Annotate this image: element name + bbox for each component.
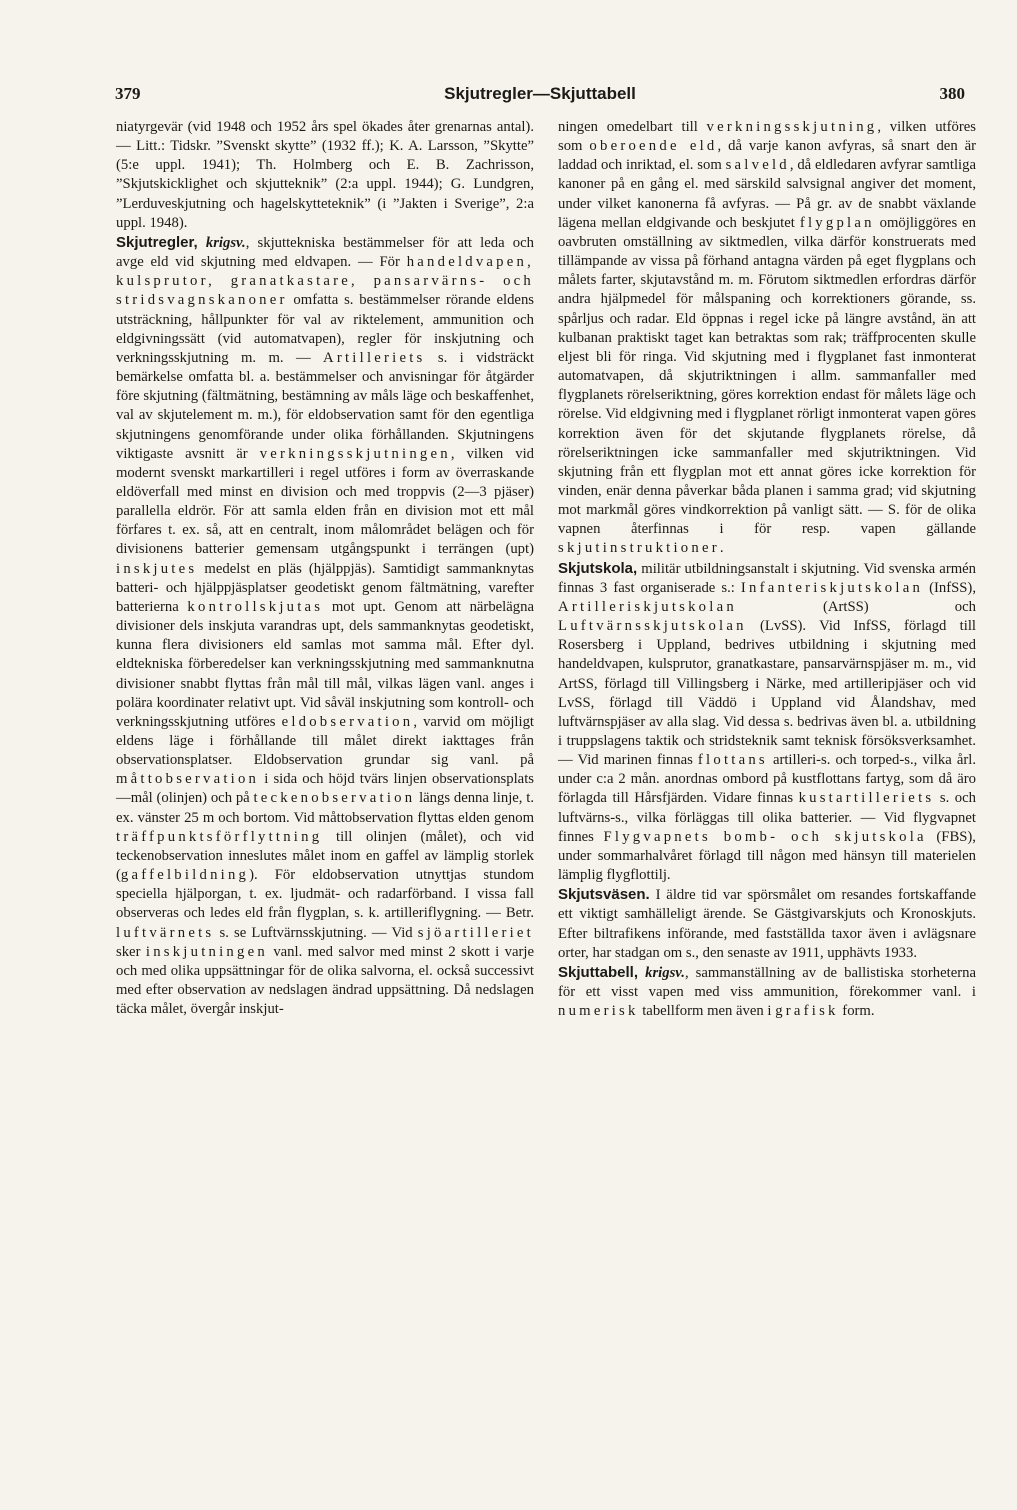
spaced-term: Luftvärnsskjutskolan bbox=[558, 618, 747, 635]
spaced-term: teckenobservation bbox=[253, 790, 416, 807]
text-run: s. i vidsträckt bemärkelse omfatta bl. a. bestämmelser och anvisningar för åtgärder före skjutning (fältmätning, bestämning av måls läge och beskaffenhet, val av skjutelement m. m.), för eldobservation samt för den egentliga skjutningens genomförande under olika förhållanden. Skjutningens viktigaste avsnitt är bbox=[116, 349, 535, 462]
text-run: omfatta s. bestämmelser rörande eldens utsträckning, hållpunkter för val av riktelement, ammunition och eldgivningssätt (vid automatvapen), regler för inskjutning och verkningsskjutning m. m. — bbox=[116, 292, 534, 366]
text-run: till olinjen (målet), och vid teckenobservation inneslutes målet inom en gaffel av lämplig storlek ( bbox=[116, 828, 534, 884]
text-run: (ArtSS) och bbox=[736, 598, 976, 615]
spaced-term: verkningsskjutning bbox=[706, 119, 878, 135]
spaced-term: Infanteriskjutskolan bbox=[740, 579, 924, 596]
spaced-term: verkningsskjutningen bbox=[259, 445, 451, 462]
spaced-term: eldobservation bbox=[281, 713, 414, 730]
spaced-term: Flygvapnets bomb- och skjutskola bbox=[603, 828, 927, 845]
spaced-term: flygplan bbox=[799, 214, 875, 231]
page-number-left: 379 bbox=[115, 84, 141, 103]
text-run: längs denna linje, t. ex. vänster 25 m och bortom. Vid måttobservation flyttas elden genom bbox=[116, 790, 534, 826]
text-run: , då varje kanon avfyras, så snart den är laddad och inriktad, el. som bbox=[558, 138, 977, 174]
spaced-term: oberoende eld bbox=[589, 138, 718, 155]
spaced-term: kontrollskjutas bbox=[187, 598, 324, 615]
text-run: , sammanställning av de ballistiska storheterna för ett visst vapen med viss ammunition, förekommer vanl. i bbox=[558, 964, 976, 1001]
spaced-term: inskjutes bbox=[116, 560, 198, 577]
spaced-term: inskjutningen bbox=[145, 943, 268, 960]
text-run: (LvSS). Vid InfSS, förlagd till Rosersberg i Uppland, bedrives utbildning i skjutning med handeldvapen, kulsprutor, granatkastare, pansarvärnspjäser m. m., vid ArtSS, förlagd till Villingsberg i Närke, med artilleripjäser och vid LvSS, förlagd till Väddö i Uppland vid Ålandshav, med luftvärnspjäser av alla slag. Vid dessa s. bedrivas även bl. a. utbildning i truppslagens taktik och stridsteknik samt teknisk försöksverksamhet. — Vid marinen finnas bbox=[558, 618, 976, 769]
text-run: i sida och höjd tvärs linjen observationsplats—mål (olinjen) och på bbox=[116, 771, 534, 807]
headword: Skjuttabell, bbox=[558, 963, 639, 981]
entry-skjutregler bbox=[116, 233, 534, 1019]
spaced-term: gaffelbildning bbox=[120, 867, 250, 884]
text-run: , vilken utföres som bbox=[558, 119, 976, 155]
text-run: , varvid om möjligt eldens läge i förhållande till målet direkt iakttages från observationsplatser. Eldobservation grundar sig vanl. på bbox=[116, 713, 534, 769]
paragraph-continued bbox=[558, 118, 976, 559]
text-run: . bbox=[719, 540, 724, 557]
field-abbreviation: krigsv. bbox=[205, 234, 246, 251]
text-run: militär utbildningsanstalt i skjutning. Vid svenska armén finnas 3 fast organiserade s.: bbox=[558, 560, 976, 596]
headword: Skjutsväsen. bbox=[558, 886, 650, 904]
text-run: mot upt. Genom att närbelägna divisioner dels inskjuta varandras upt, dels sammanknytas geodetiskt, kunna flera divisioners eld samlas mot samma mål. Efter dyl. eldtekniska förberedelser kan verkningsskjutning med sammanknutna divisioner snabbt flyttas från mål till mål, vilkas lägen vanl. anges i polära koordinater relativt upt. Vid såväl inskjutning som kontroll- och verkningsskjutning utföres bbox=[116, 598, 534, 730]
spaced-term: salveld bbox=[725, 157, 790, 174]
text-run: ). För eldobservation utnyttjas stundom speciella hjälporgan, t. ex. ljudmät- och radarförband. I vissa fall observeras och ledes eld från flygplan, s. k. artilleriflygning. — Betr. bbox=[116, 867, 534, 922]
text-run: (FBS), under sommarhalvåret förlagd till någon med hänsyn till materielen lämplig flygflottilj. bbox=[558, 828, 976, 884]
spaced-term: luftvärnets bbox=[116, 924, 215, 941]
spaced-term: Artilleriskjutskolan bbox=[558, 598, 737, 615]
text-run: omöjliggöres en oavbruten omställning av siktmedlen, vilka därför konstruerats med tillämpande av vissa på förhand antagna värden på eget flygplans och målets farter, skjutavstånd m. m. Förutom siktmedlen erfordras därför andra hjälpmedel för målspaning och korrektioners görande, ss. spårljus och radar. Eld öppnas i regel icke på längre avstånd, än att kulbanan praktiskt taget kan betraktas som rak; träffprocenten skulle eljest bli för ringa. Vid skjutning med i flygplanet fast inmonterat automatvapen, då skjutriktningen i allm. sammanfaller med flygplanets rörelseriktning, göres korrektion endast för målets läge och rörelse. Vid eldgivning med i flygplanet rörligt inmonterat vapen göres korrektion även för det skjutande flygplanets rörelse, då rörelseriktningen icke sammanfaller med skjutriktningen. Vid skjutning från ett flygplan mot ett annat göres icke korrektion för vinden, enär denna påverkar båda planen i samma grad; vid skjutning mot markmål göres vindkorrektion på vanligt sätt. — S. för de olika vapnen återfinnas i för resp. vapen gällande bbox=[558, 214, 976, 538]
text-run: ningen omedelbart till bbox=[558, 119, 707, 135]
paragraph-continued: niatyrgevär (vid 1948 och 1952 års spel ökades åter grenarnas antal). — Litt.: Tidskr. ”Svenskt skytte” (1932 ff.); K. A. Larsson, ”Skytte” (5:e uppl. 1941); Th. Holmberg och E. B. Zachrisson, ”Skjutskicklighet och skjutteknik” (2:a uppl. 1944); G. Lundgren, ”Lerduveskjutning och hagelskytteteknik” (i ”Jakten i Sverige”, 2:a uppl. 1948). bbox=[116, 119, 534, 231]
running-title: Skjutregler—Skjuttabell bbox=[444, 84, 636, 103]
page-header bbox=[115, 84, 965, 110]
spaced-term: handeldvapen, kulsprutor, granatkastare, pansarvärns- och stridsvagnskanoner bbox=[116, 254, 534, 309]
spaced-term: grafisk bbox=[775, 1003, 839, 1020]
entry-skjuttabell bbox=[558, 963, 976, 1021]
text-run: (InfSS), bbox=[923, 579, 976, 596]
text-run: medelst en pläs (hjälppjäs). Samtidigt sammanknytas batteri- och hjälppjäsplatser geodetiskt genom fältmätning, varefter batterierna bbox=[116, 560, 534, 615]
headword: Skjutregler, bbox=[116, 233, 198, 251]
field-abbreviation: krigsv. bbox=[645, 964, 685, 981]
text-run: s. se Luftvärnsskjutning. — Vid bbox=[214, 924, 418, 941]
text-run: sker bbox=[116, 943, 146, 960]
text-run: form. bbox=[838, 1003, 875, 1020]
spaced-term: måttobservation bbox=[116, 771, 260, 788]
text-run: s. och luftvärns-s., vilka förläggas till olika batterier. — Vid flygvapnet finnes bbox=[558, 790, 976, 845]
entry-skjutsvasen bbox=[558, 885, 976, 963]
text-run: , vilken vid modernt svenskt markartilleri i regel utföres i form av överraskande eldöverfall med minst en division och med troppvis (2—3 pjäser) parallella eldrör. För att samla elden från en division mot ett mål förfares t. ex. så, att en centralt, inom målområdet belägen och för divisionens batterier gemensam utgångspunkt i terrängen (upt) bbox=[116, 445, 534, 558]
text-run: I äldre tid var spörsmålet om resandes fortskaffande ett viktigt samhälleligt ärende. Se Gästgivarskjuts och Kronoskjuts. Efter biltrafikens införande, med fastställda taxor även i avlägsnare orter, har stadgan om s., den senaste av 1911, upphävts 1933. bbox=[558, 887, 976, 961]
entry-skjutskola bbox=[558, 559, 976, 886]
spaced-term: kustartilleriets bbox=[798, 790, 935, 807]
text-run: artilleri-s. och torped-s., vilka årl. under c:a 2 mån. anordnas ombord på kustflottans fartyg, som då äro förlagda till Hårsfjärden. Vidare finnas bbox=[558, 752, 976, 807]
spaced-term: sjöartilleriet bbox=[417, 924, 534, 941]
spaced-term: flottans bbox=[697, 752, 768, 769]
spaced-term: träffpunktsförflyttning bbox=[116, 828, 323, 845]
text-run: , skjuttekniska bestämmelser för att leda och avge eld vid skjutning med eldvapen. — För bbox=[116, 234, 534, 271]
spaced-term: Artilleriets bbox=[323, 349, 426, 366]
spaced-term: numerisk bbox=[558, 1003, 639, 1020]
left-column bbox=[116, 118, 534, 1019]
page-number-right: 380 bbox=[939, 84, 965, 103]
text-run: , då eldledaren avfyrar samtliga kanoner på en gång el. med särskild salvsignal angiver det moment, under vilket kanonerna få avfyras. — På gr. av de snabbt växlande lägena mellan eldgivande och beskjutet bbox=[558, 157, 976, 231]
text-run: tabellform men även i bbox=[638, 1003, 776, 1020]
headword: Skjutskola, bbox=[558, 559, 638, 577]
right-column bbox=[558, 118, 976, 1021]
spaced-term: skjutinstruktioner bbox=[558, 540, 720, 557]
text-run: vanl. med salvor med minst 2 skott i varje och med olika uppsättningar för de olika salvorna, el. också successivt med efter observation av nedslagen ändrad uppsättning. Då nedslagen täcka målet, övergår inskjut- bbox=[116, 943, 534, 1018]
